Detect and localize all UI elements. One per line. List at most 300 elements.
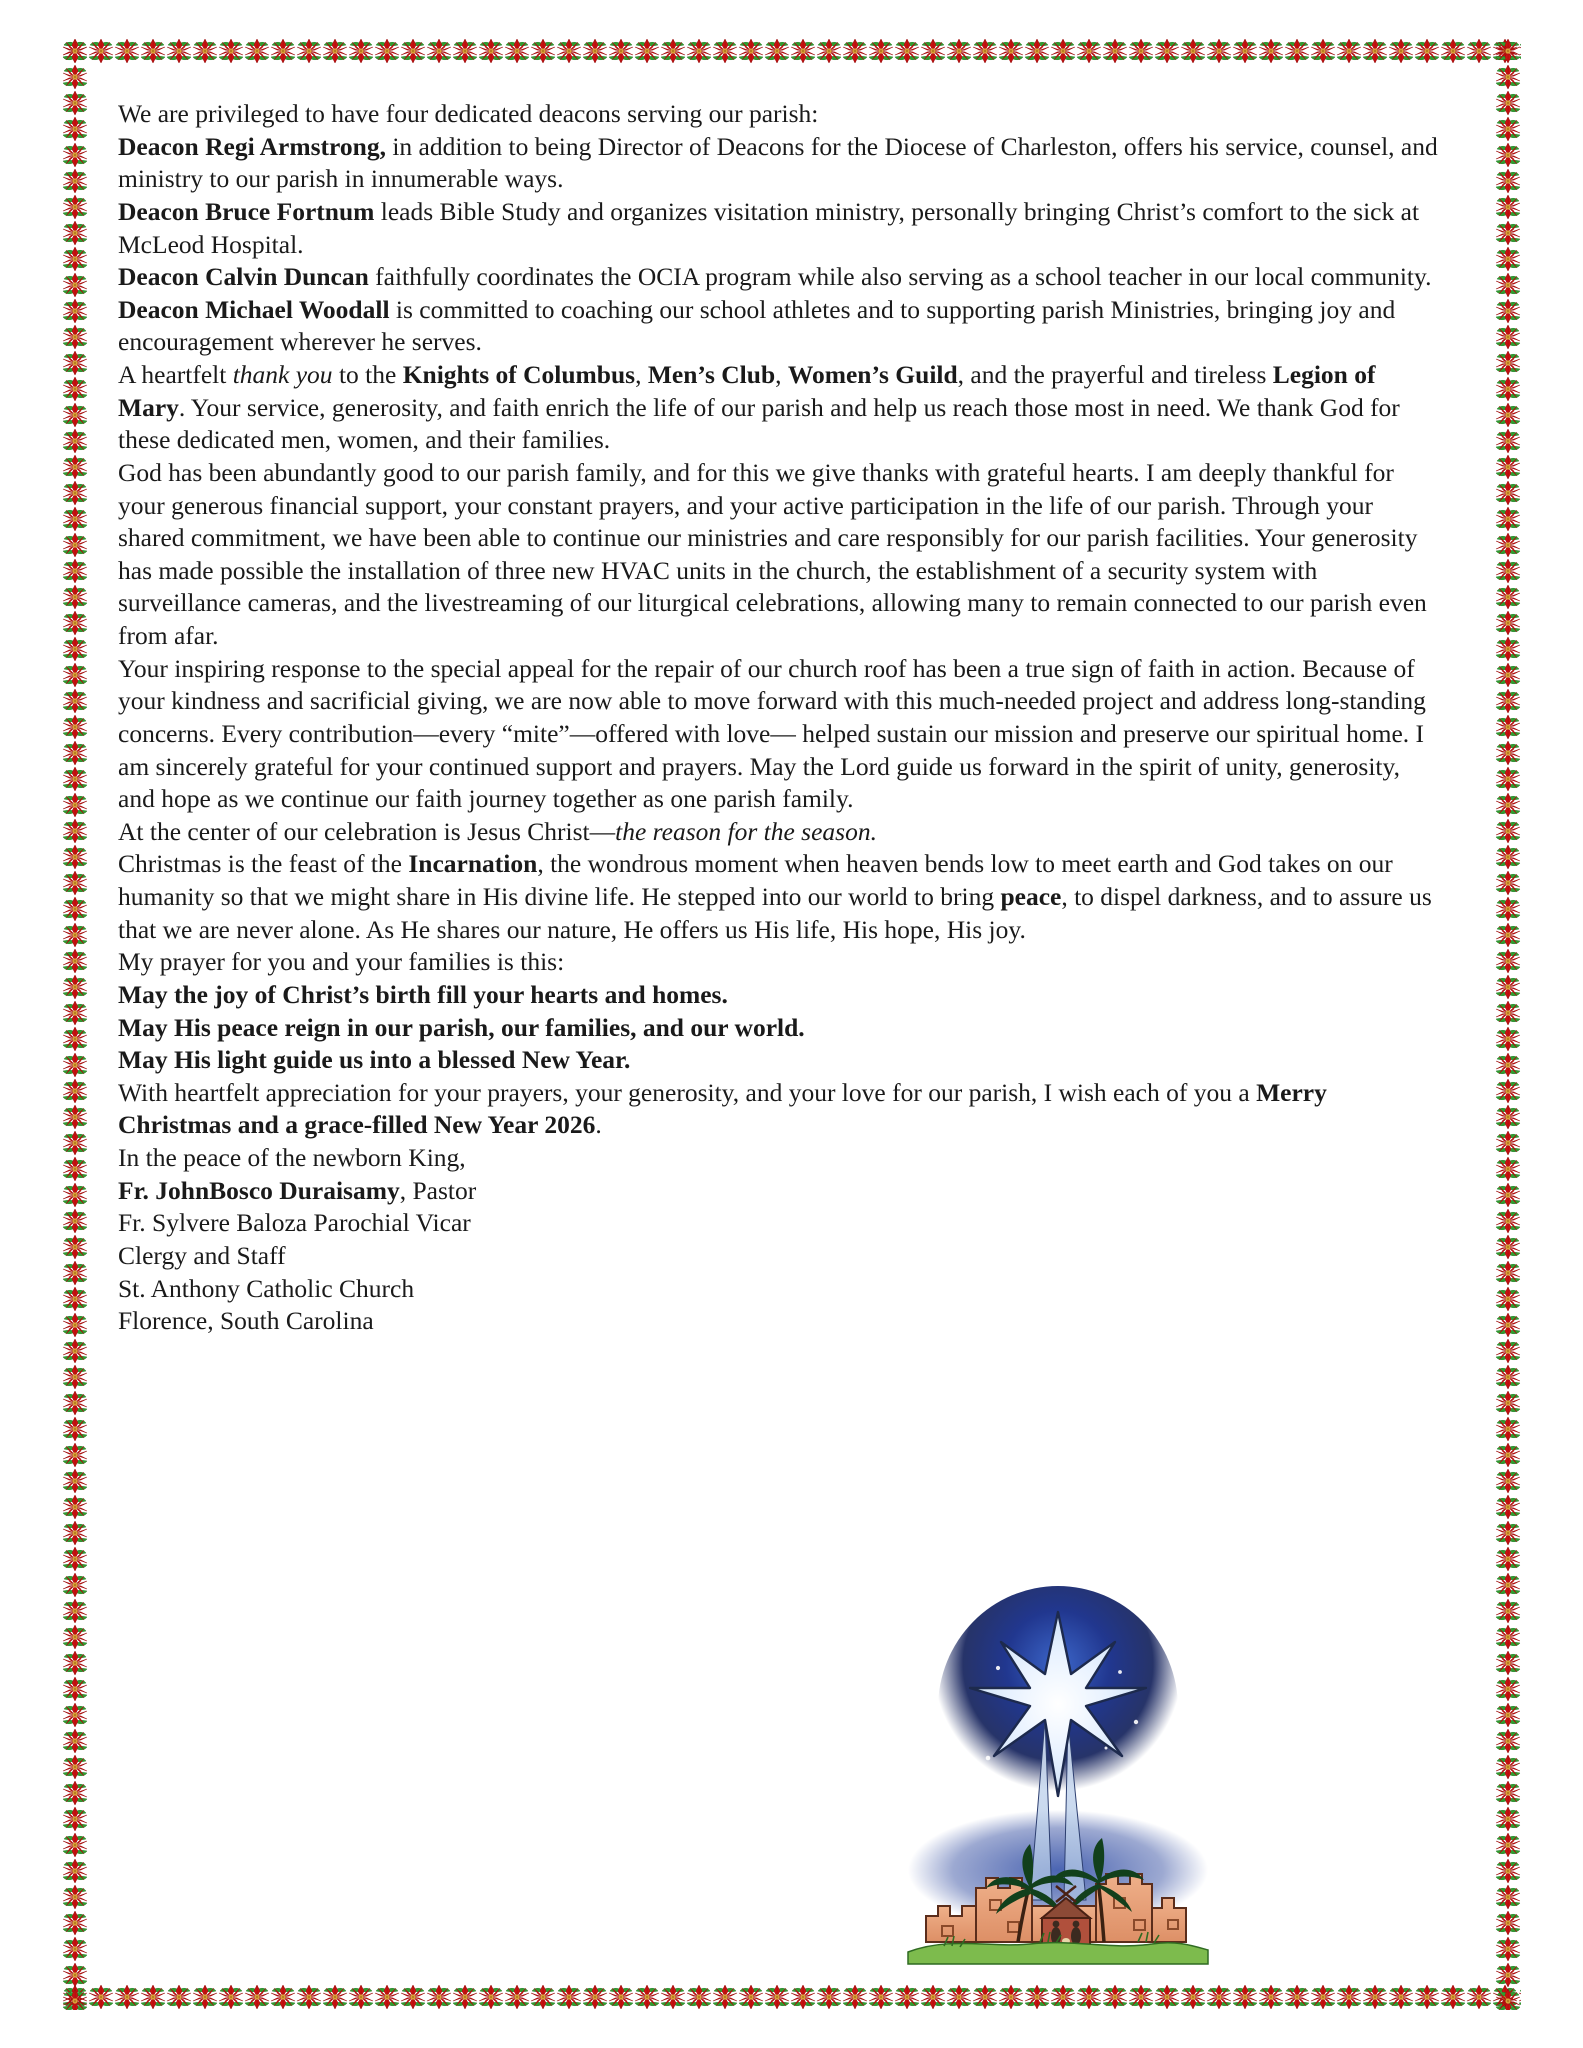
roof-appeal-paragraph: Your inspiring response to the special appeal for the repair of our church roof has been a true sign of faith in action. Because of your kindness and sacrificial giving, we are now able to move forward with this much-needed project and address long-standing concerns. Every contribution—every “mite”—offered with love— helped sustain our mission and preserve our spiritual home. I am sincerely grateful for your continued support and prayers. May the Lord guide us forward in the spirit of unity, generosity, and hope as we continue our faith journey together as one parish family. (118, 653, 1426, 814)
poinsettia-flower (62, 766, 88, 792)
poinsettia-flower (192, 1984, 218, 2010)
poinsettia-flower (712, 1984, 738, 2010)
poinsettia-flower (790, 1984, 816, 2010)
poinsettia-flower (62, 220, 88, 246)
poinsettia-flower (62, 454, 88, 480)
poinsettia-flower (1495, 922, 1521, 948)
poinsettia-flower (842, 1984, 868, 2010)
prayer-line-1 (118, 979, 1438, 1012)
thanks-sep2: , (775, 360, 788, 389)
poinsettia-flower (1440, 1984, 1466, 2010)
poinsettia-flower (1258, 38, 1284, 64)
poinsettia-flower (1362, 38, 1388, 64)
poinsettia-flower (1388, 38, 1414, 64)
poinsettia-flower (1495, 220, 1521, 246)
poinsettia-flower (1495, 974, 1521, 1000)
poinsettia-flower (1495, 1988, 1521, 2010)
pastor-title: , Pastor (399, 1175, 477, 1205)
poinsettia-flower (62, 1572, 88, 1598)
poinsettia-flower (1495, 1910, 1521, 1936)
center-lead: At the center of our celebration is Jesus Christ— (118, 816, 616, 846)
signature-city: Florence, South Carolina (118, 1306, 374, 1336)
poinsettia-flower (1495, 1494, 1521, 1520)
deacon-name-1: Deacon Regi Armstrong, (118, 131, 386, 161)
poinsettia-flower (868, 38, 894, 64)
poinsettia-flower (1495, 1728, 1521, 1754)
poinsettia-flower (218, 1984, 244, 2010)
poinsettia-flower (1388, 1984, 1414, 2010)
poinsettia-border-bottom (62, 1984, 1521, 2010)
poinsettia-flower (686, 1984, 712, 2010)
poinsettia-flower (1495, 1936, 1521, 1962)
poinsettia-flower (62, 428, 88, 454)
poinsettia-flower (88, 38, 114, 64)
poinsettia-flower (1495, 376, 1521, 402)
poinsettia-flower (1336, 1984, 1362, 2010)
prayer-intro: My prayer for you and your families is this: (118, 947, 565, 977)
poinsettia-flower (62, 558, 88, 584)
deacon-name-3: Deacon Calvin Duncan (118, 262, 369, 292)
deacon-entry-1 (118, 131, 1438, 196)
poinsettia-flower (166, 1984, 192, 2010)
poinsettia-flower (1495, 584, 1521, 610)
poinsettia-flower (582, 38, 608, 64)
thanks-paragraph (118, 359, 1438, 457)
poinsettia-flower (1154, 1984, 1180, 2010)
poinsettia-flower (1495, 1780, 1521, 1806)
poinsettia-flower (738, 38, 764, 64)
poinsettia-flower (1495, 1078, 1521, 1104)
poinsettia-flower (894, 1984, 920, 2010)
poinsettia-flower (62, 714, 88, 740)
poinsettia-flower (270, 38, 296, 64)
signature-pastor (118, 1175, 1438, 1208)
poinsettia-flower (1495, 714, 1521, 740)
poinsettia-flower (114, 38, 140, 64)
poinsettia-flower (504, 1984, 530, 2010)
poinsettia-flower (1284, 38, 1310, 64)
poinsettia-flower (62, 1312, 88, 1338)
poinsettia-flower (1495, 1390, 1521, 1416)
poinsettia-flower (1495, 350, 1521, 376)
poinsettia-flower (62, 1598, 88, 1624)
poinsettia-flower (1258, 1984, 1284, 2010)
poinsettia-flower (62, 1078, 88, 1104)
prayer-line-3-text: May His light guide us into a blessed New Year. (118, 1045, 631, 1075)
poinsettia-flower (1495, 1052, 1521, 1078)
poinsettia-flower (634, 1984, 660, 2010)
pastor-name: Fr. JohnBosco Duraisamy (118, 1175, 400, 1205)
poinsettia-flower (62, 1390, 88, 1416)
poinsettia-flower (608, 38, 634, 64)
poinsettia-flower (530, 1984, 556, 2010)
poinsettia-flower (1495, 818, 1521, 844)
poinsettia-flower (1310, 1984, 1336, 2010)
poinsettia-flower (1495, 1572, 1521, 1598)
poinsettia-flower (1495, 1130, 1521, 1156)
poinsettia-flower (660, 38, 686, 64)
poinsettia-flower (374, 38, 400, 64)
deacon-text-4: is committed to coaching our school athletes and to supporting parish Ministries, bringing joy and encouragement wherever he serves. (118, 294, 1396, 357)
poinsettia-flower (62, 194, 88, 220)
poinsettia-flower (62, 246, 88, 272)
closing-tail: . (595, 1110, 602, 1140)
poinsettia-flower (1495, 194, 1521, 220)
poinsettia-flower (1495, 1806, 1521, 1832)
poinsettia-flower (1414, 38, 1440, 64)
poinsettia-flower (1495, 1312, 1521, 1338)
poinsettia-flower (62, 1832, 88, 1858)
poinsettia-flower (88, 1984, 114, 2010)
poinsettia-flower (1495, 1884, 1521, 1910)
poinsettia-flower (1495, 1026, 1521, 1052)
incarnation-mid: , the wondrous moment when heaven bends low to meet earth and God takes on our humanity so that we might share in His divine life. He stepped into our world to bring (118, 849, 1393, 911)
nativity-star-svg (890, 1570, 1220, 1970)
poinsettia-border-right (1495, 38, 1521, 2010)
poinsettia-flower (400, 38, 426, 64)
poinsettia-flower (322, 1984, 348, 2010)
signature-block (118, 1142, 1438, 1338)
poinsettia-flower (1495, 1208, 1521, 1234)
poinsettia-flower (62, 1494, 88, 1520)
poinsettia-flower (1495, 1442, 1521, 1468)
poinsettia-flower (1495, 64, 1521, 90)
poinsettia-flower (62, 1052, 88, 1078)
incarnation-bold: Incarnation (408, 849, 538, 879)
poinsettia-flower (1336, 38, 1362, 64)
poinsettia-flower (62, 1468, 88, 1494)
poinsettia-flower (1495, 428, 1521, 454)
prayer-line-1-text: May the joy of Christ’s birth fill your hearts and homes. (118, 979, 728, 1009)
poinsettia-flower (1180, 1984, 1206, 2010)
poinsettia-flower (62, 38, 88, 64)
poinsettia-flower (478, 38, 504, 64)
poinsettia-flower (296, 1984, 322, 2010)
poinsettia-flower (1206, 1984, 1232, 2010)
poinsettia-flower (1495, 1364, 1521, 1390)
poinsettia-flower (244, 38, 270, 64)
poinsettia-flower (1495, 1624, 1521, 1650)
poinsettia-flower (62, 168, 88, 194)
deacon-text-2: leads Bible Study and organizes visitation ministry, personally bringing Christ’s comfort to the sick at McLeod Hospital. (118, 196, 1420, 259)
deacon-entry-4 (118, 294, 1438, 359)
poinsettia-flower (192, 38, 218, 64)
poinsettia-flower (504, 38, 530, 64)
poinsettia-flower (62, 870, 88, 896)
poinsettia-flower (62, 922, 88, 948)
poinsettia-flower (62, 1676, 88, 1702)
prayer-line-2 (118, 1012, 1438, 1045)
poinsettia-flower (270, 1984, 296, 2010)
poinsettia-flower (1495, 766, 1521, 792)
poinsettia-flower (62, 1520, 88, 1546)
poinsettia-flower (1495, 1962, 1521, 1988)
peace-bold: peace (1000, 882, 1062, 911)
poinsettia-flower (62, 1208, 88, 1234)
poinsettia-flower (62, 610, 88, 636)
poinsettia-flower (1495, 948, 1521, 974)
signature-clergy: Clergy and Staff (118, 1240, 286, 1270)
poinsettia-flower (1495, 636, 1521, 662)
poinsettia-flower (426, 38, 452, 64)
poinsettia-flower (1495, 142, 1521, 168)
poinsettia-flower (62, 792, 88, 818)
poinsettia-flower (1495, 532, 1521, 558)
poinsettia-flower (62, 636, 88, 662)
poinsettia-flower (1495, 90, 1521, 116)
poinsettia-flower (62, 1338, 88, 1364)
thanks-sep1: , (635, 360, 648, 389)
poinsettia-flower (322, 38, 348, 64)
poinsettia-flower (62, 1104, 88, 1130)
poinsettia-flower (62, 1910, 88, 1936)
poinsettia-flower (1466, 1984, 1492, 2010)
poinsettia-flower (1495, 1286, 1521, 1312)
poinsettia-flower (1102, 1984, 1128, 2010)
poinsettia-flower (1495, 1702, 1521, 1728)
poinsettia-flower (62, 896, 88, 922)
poinsettia-flower (62, 1546, 88, 1572)
poinsettia-flower (1128, 38, 1154, 64)
poinsettia-flower (1495, 688, 1521, 714)
poinsettia-flower (686, 38, 712, 64)
poinsettia-flower (1495, 1598, 1521, 1624)
poinsettia-flower (1495, 1754, 1521, 1780)
poinsettia-flower (1310, 38, 1336, 64)
poinsettia-flower (62, 272, 88, 298)
poinsettia-flower (1495, 38, 1521, 64)
poinsettia-flower (920, 1984, 946, 2010)
poinsettia-flower (1495, 610, 1521, 636)
poinsettia-flower (62, 1260, 88, 1286)
poinsettia-flower (1495, 246, 1521, 272)
intro-paragraph: We are privileged to have four dedicated deacons serving our parish: (118, 99, 819, 128)
poinsettia-flower (556, 38, 582, 64)
poinsettia-flower (946, 1984, 972, 2010)
poinsettia-flower (1495, 272, 1521, 298)
incarnation-paragraph (118, 848, 1438, 946)
poinsettia-flower (62, 1026, 88, 1052)
poinsettia-flower (140, 1984, 166, 2010)
poinsettia-flower (400, 1984, 426, 2010)
poinsettia-flower (62, 532, 88, 558)
poinsettia-flower (764, 38, 790, 64)
poinsettia-flower (62, 1728, 88, 1754)
poinsettia-flower (62, 974, 88, 1000)
poinsettia-flower (62, 1442, 88, 1468)
poinsettia-flower (62, 402, 88, 428)
poinsettia-flower (1495, 116, 1521, 142)
poinsettia-flower (1495, 1546, 1521, 1572)
poinsettia-flower (712, 38, 738, 64)
poinsettia-flower (1495, 506, 1521, 532)
poinsettia-flower (1495, 896, 1521, 922)
incarnation-tail: , to dispel darkness, and to assure us that we are never alone. As He shares our nature, He offers us His life, His hope, His joy. (118, 882, 1432, 944)
poinsettia-flower (530, 38, 556, 64)
poinsettia-flower (1180, 38, 1206, 64)
poinsettia-flower (1440, 38, 1466, 64)
poinsettia-flower (1518, 38, 1521, 64)
poinsettia-flower (1024, 38, 1050, 64)
poinsettia-flower (660, 1984, 686, 2010)
signature-church: St. Anthony Catholic Church (118, 1273, 415, 1303)
poinsettia-flower (556, 1984, 582, 2010)
poinsettia-flower (1102, 38, 1128, 64)
poinsettia-flower (816, 1984, 842, 2010)
poinsettia-flower (62, 584, 88, 610)
poinsettia-flower (1232, 38, 1258, 64)
poinsettia-flower (62, 818, 88, 844)
poinsettia-flower (1495, 1234, 1521, 1260)
poinsettia-flower (452, 1984, 478, 2010)
poinsettia-flower (998, 38, 1024, 64)
poinsettia-flower (62, 948, 88, 974)
poinsettia-flower (1284, 1984, 1310, 2010)
poinsettia-flower (62, 1702, 88, 1728)
poinsettia-flower (218, 38, 244, 64)
poinsettia-flower (1024, 1984, 1050, 2010)
org-knights-of-columbus: Knights of Columbus (402, 360, 636, 389)
poinsettia-flower (1076, 1984, 1102, 2010)
center-of-celebration-line (118, 816, 1438, 849)
poinsettia-flower (1206, 38, 1232, 64)
deacon-name-2: Deacon Bruce Fortnum (118, 196, 375, 226)
deacon-text-1: in addition to being Director of Deacons for the Diocese of Charleston, offers his service, counsel, and ministry to our parish in innumerable ways. (118, 131, 1438, 194)
poinsettia-flower (114, 1984, 140, 2010)
poinsettia-flower (1495, 1260, 1521, 1286)
poinsettia-flower (62, 142, 88, 168)
merry-christmas-bold: Merry Christmas and a grace-filled New Year 2026 (118, 1077, 1327, 1140)
nativity-star-illustration (890, 1570, 1220, 1970)
poinsettia-flower (1362, 1984, 1388, 2010)
poinsettia-flower (166, 38, 192, 64)
poinsettia-flower (348, 38, 374, 64)
letter-body (118, 98, 1438, 1338)
poinsettia-flower (998, 1984, 1024, 2010)
poinsettia-flower (62, 38, 88, 64)
poinsettia-flower (62, 1234, 88, 1260)
poinsettia-flower (62, 1936, 88, 1962)
poinsettia-flower (868, 1984, 894, 2010)
poinsettia-flower (62, 1806, 88, 1832)
poinsettia-flower (62, 1988, 88, 2010)
poinsettia-flower (1495, 1858, 1521, 1884)
poinsettia-flower (62, 350, 88, 376)
poinsettia-flower (1466, 38, 1492, 64)
poinsettia-flower (374, 1984, 400, 2010)
gratitude-paragraph: God has been abundantly good to our parish family, and for this we give thanks with grateful hearts. I am deeply thankful for your generous financial support, your constant prayers, and your active participation in the life of our parish. Through your shared commitment, we have been able to continue our ministries and care responsibly for our parish facilities. Your generosity has made possible the installation of three new HVAC units in the church, the establishment of a security system with surveillance cameras, and the livestreaming of our liturgical celebrations, allowing many to remain connected to our parish even from afar. (118, 457, 1427, 650)
poinsettia-flower (1050, 38, 1076, 64)
poinsettia-flower (62, 116, 88, 142)
deacon-entry-2 (118, 196, 1438, 261)
poinsettia-flower (62, 1416, 88, 1442)
poinsettia-flower (1495, 792, 1521, 818)
poinsettia-flower (62, 324, 88, 350)
poinsettia-flower (140, 38, 166, 64)
poinsettia-flower (62, 1650, 88, 1676)
poinsettia-flower (842, 38, 868, 64)
poinsettia-flower (62, 64, 88, 90)
poinsettia-flower (62, 1364, 88, 1390)
poinsettia-flower (62, 1286, 88, 1312)
poinsettia-flower (62, 506, 88, 532)
poinsettia-flower (62, 480, 88, 506)
thanks-mid2: , and the prayerful and tireless (957, 360, 1273, 389)
poinsettia-flower (1495, 844, 1521, 870)
poinsettia-flower (1495, 1182, 1521, 1208)
poinsettia-flower (1495, 1338, 1521, 1364)
poinsettia-flower (1495, 1156, 1521, 1182)
poinsettia-flower (1414, 1984, 1440, 2010)
poinsettia-flower (582, 1984, 608, 2010)
poinsettia-flower (1050, 1984, 1076, 2010)
poinsettia-flower (62, 740, 88, 766)
closing-lead: With heartfelt appreciation for your prayers, your generosity, and your love for our parish, I wish each of you a (118, 1077, 1257, 1107)
poinsettia-flower (62, 662, 88, 688)
poinsettia-flower (946, 38, 972, 64)
poinsettia-flower (1495, 662, 1521, 688)
incarnation-lead: Christmas is the feast of the (118, 849, 409, 879)
poinsettia-flower (972, 38, 998, 64)
poinsettia-flower (1495, 558, 1521, 584)
poinsettia-flower (1495, 870, 1521, 896)
poinsettia-flower (1495, 480, 1521, 506)
poinsettia-flower (62, 298, 88, 324)
poinsettia-flower (1495, 1416, 1521, 1442)
poinsettia-flower (1154, 38, 1180, 64)
poinsettia-border-left (62, 38, 88, 2010)
poinsettia-flower (62, 1858, 88, 1884)
poinsettia-flower (62, 90, 88, 116)
poinsettia-flower (62, 376, 88, 402)
poinsettia-flower (62, 1000, 88, 1026)
closing-paragraph (118, 1077, 1438, 1142)
org-legion-of-mary: Legion of Mary (118, 360, 1376, 422)
poinsettia-flower (790, 38, 816, 64)
poinsettia-flower (452, 38, 478, 64)
poinsettia-flower (1495, 1676, 1521, 1702)
poinsettia-flower (894, 38, 920, 64)
thanks-lead: A heartfelt (118, 360, 233, 389)
poinsettia-flower (348, 1984, 374, 2010)
poinsettia-flower (1495, 740, 1521, 766)
poinsettia-flower (62, 1130, 88, 1156)
poinsettia-flower (1492, 1984, 1518, 2010)
deacon-text-3: faithfully coordinates the OCIA program while also serving as a school teacher in our local community. (368, 262, 1432, 292)
org-mens-club: Men’s Club (647, 360, 776, 389)
poinsettia-flower (1076, 38, 1102, 64)
poinsettia-flower (62, 688, 88, 714)
thanks-mid1: to the (332, 360, 403, 389)
poinsettia-flower (738, 1984, 764, 2010)
poinsettia-flower (1495, 454, 1521, 480)
prayer-line-3 (118, 1044, 1438, 1077)
poinsettia-flower (62, 1884, 88, 1910)
org-womens-guild: Women’s Guild (787, 360, 958, 389)
poinsettia-flower (62, 1754, 88, 1780)
deacon-name-4: Deacon Michael Woodall (118, 294, 390, 324)
poinsettia-flower (920, 38, 946, 64)
poinsettia-flower (1492, 38, 1518, 64)
prayer-line-2-text: May His peace reign in our parish, our families, and our world. (118, 1012, 805, 1042)
poinsettia-flower (1128, 1984, 1154, 2010)
poinsettia-flower (1495, 1650, 1521, 1676)
poinsettia-flower (1495, 324, 1521, 350)
signature-salutation: In the peace of the newborn King, (118, 1143, 466, 1172)
poinsettia-flower (608, 1984, 634, 2010)
poinsettia-flower (296, 38, 322, 64)
poinsettia-flower (62, 1780, 88, 1806)
